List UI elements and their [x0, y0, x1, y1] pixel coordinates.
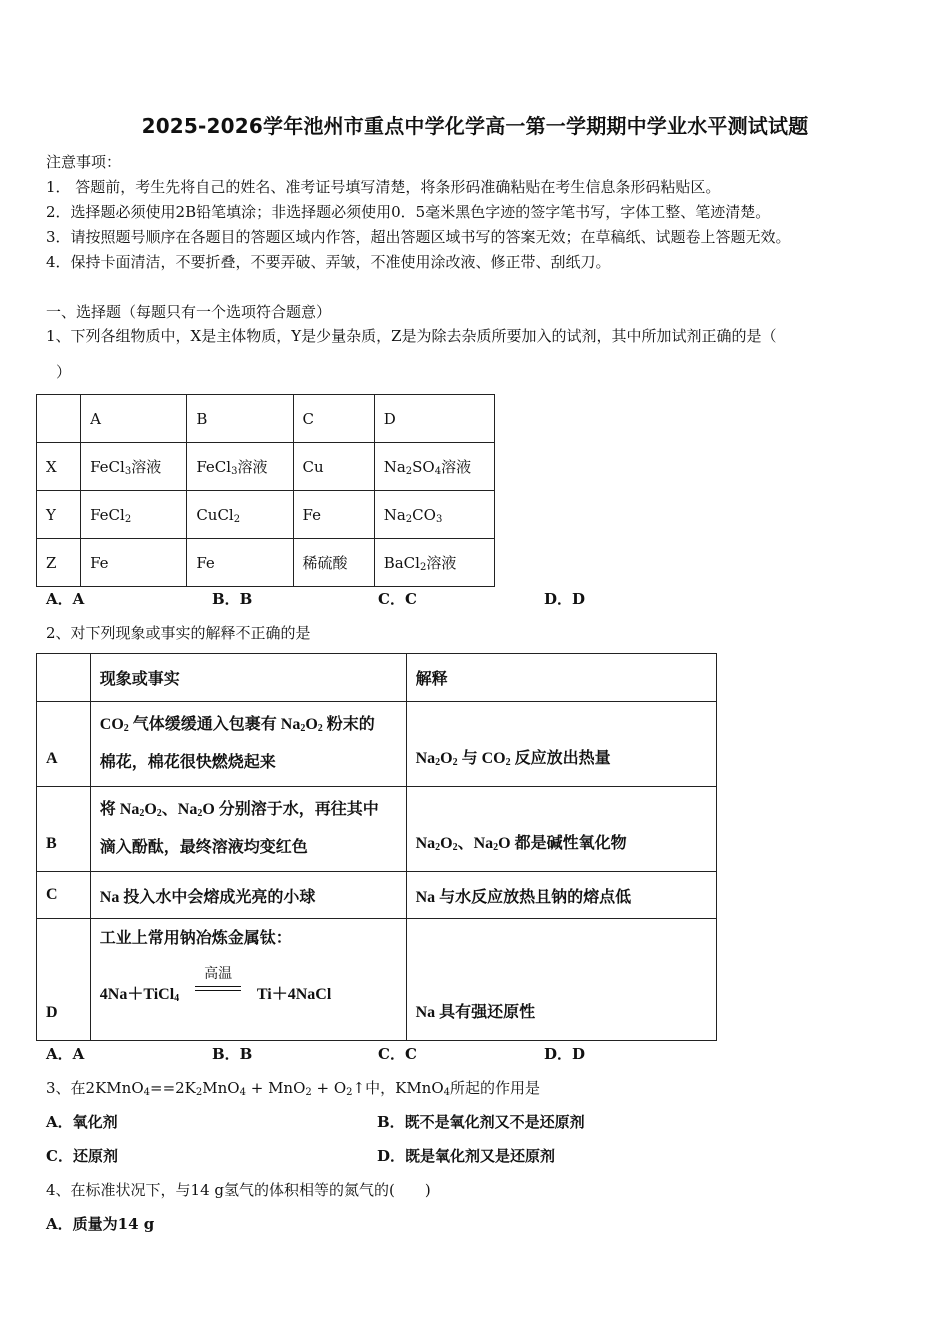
- q1-row-label: Z: [37, 539, 81, 587]
- q2-fact-c: Na 投入水中会熔成光亮的小球: [90, 872, 406, 919]
- q1-cell-ya: FeCl$_2$: [81, 491, 187, 539]
- q1-row-x: [37, 443, 495, 491]
- q2-header-row: [37, 654, 717, 702]
- q2-row-c: [37, 872, 717, 919]
- page-title: 2025-2026学年池州市重点中学化学高一第一学期期中学业水平测试试题: [141, 114, 809, 138]
- q1-cell-yd: $Na_2CO_3$: [374, 491, 494, 539]
- q1-header-c: C: [293, 395, 374, 443]
- q2-stem: 2、对下列现象或事实的解释不正确的是: [46, 624, 311, 642]
- q2-row-label: B: [37, 787, 91, 872]
- q1-header-a: A: [81, 395, 187, 443]
- q2-fact-d: 工业上常用钠冶炼金属钛： 4Na＋TiCl$_4$ 高温 Ti＋4NaCl: [90, 919, 406, 1041]
- q1-cell-yb: CuCl$_2$: [187, 491, 293, 539]
- q1-cell-xc: Cu: [293, 443, 374, 491]
- q1-option-a[interactable]: A．A: [46, 590, 85, 608]
- q2-header-explanation: 解释: [406, 654, 716, 702]
- q2-row-a: [37, 702, 717, 787]
- q2-option-a[interactable]: A．A: [46, 1045, 85, 1063]
- q3-stem: 3、在$2KMnO_4==2K_2MnO_4 + MnO_2$ + $O_2↑$中，KMnO$_4$所起的作用是: [46, 1079, 541, 1098]
- q2-fact-b: 将 $Na_2O_2$、$Na_2O$ 分别溶于水，再往其中 滴入酚酞，最终溶液均变红色: [90, 787, 406, 872]
- q2-exp-b: $Na_2O_2$、$Na_2O$ 都是碱性氧化物: [406, 787, 716, 872]
- q2-fact-a: $CO_2$ 气体缓缓通入包裹有 $Na_2O_2$ 粉末的 棉花，棉花很快燃烧起来: [90, 702, 406, 787]
- q2-header-fact: 现象或事实: [90, 654, 406, 702]
- q2-row-d: [37, 919, 717, 1041]
- q1-header-blank: [37, 395, 81, 443]
- q1-row-z: [37, 539, 495, 587]
- q2-row-label: D: [37, 919, 91, 1041]
- q3-option-d[interactable]: D．既是氧化剂又是还原剂: [377, 1147, 556, 1165]
- q2-row-label: A: [37, 702, 91, 787]
- q1-option-b[interactable]: B．B: [212, 590, 253, 608]
- equation-condition: 高温: [193, 979, 243, 999]
- q2-option-d[interactable]: D．D: [544, 1045, 586, 1063]
- notice-item-1: 1． 答题前，考生先将自己的姓名、准考证号填写清楚，将条形码准确粘贴在考生信息条形码粘贴区。: [46, 178, 721, 196]
- q3-option-a[interactable]: A．氧化剂: [46, 1113, 118, 1131]
- q1-option-c[interactable]: C．C: [378, 590, 417, 608]
- q1-cell-xd: $Na_2SO_4$溶液: [374, 443, 494, 491]
- q2-header-blank: [37, 654, 91, 702]
- q2-row-label: C: [37, 872, 91, 919]
- q1-cell-yc: Fe: [293, 491, 374, 539]
- q4-stem: 4、在标准状况下，与14 g氢气的体积相等的氮气的( ): [46, 1181, 431, 1199]
- q1-row-y: [37, 491, 495, 539]
- q1-header-d: D: [374, 395, 494, 443]
- q1-table: [36, 394, 495, 587]
- q3-option-c[interactable]: C．还原剂: [46, 1147, 118, 1165]
- q2-options: [46, 1044, 710, 1064]
- q1-cell-za: Fe: [81, 539, 187, 587]
- q1-cell-zd: BaCl$_2$溶液: [374, 539, 494, 587]
- q1-header-b: B: [187, 395, 293, 443]
- q2-option-c[interactable]: C．C: [378, 1045, 417, 1063]
- notice-heading: 注意事项：: [46, 153, 122, 171]
- q1-cell-zc: 稀硫酸: [293, 539, 374, 587]
- reaction-equation: 4Na＋TiCl$_4$ 高温 Ti＋4NaCl: [99, 967, 332, 1004]
- notice-item-2: 2．选择题必须使用2B铅笔填涂；非选择题必须使用0．5毫米黑色字迹的签字笔书写，字体工整、笔迹清楚。: [46, 203, 771, 221]
- q3-option-b[interactable]: B．既不是氧化剂又不是还原剂: [377, 1113, 585, 1131]
- q2-option-b[interactable]: B．B: [212, 1045, 253, 1063]
- q1-cell-zb: Fe: [187, 539, 293, 587]
- section-heading: 一、选择题（每题只有一个选项符合题意）: [46, 303, 332, 321]
- q1-stem: 1、下列各组物质中，X是主体物质，Y是少量杂质，Z是为除去杂质所要加入的试剂，其中所加试剂正确的是（: [46, 327, 777, 345]
- q1-row-label: X: [37, 443, 81, 491]
- q2-exp-c: Na 与水反应放热且钠的熔点低: [406, 872, 716, 919]
- notice-item-4: 4．保持卡面清洁，不要折叠，不要弄破、弄皱，不准使用涂改液、修正带、刮纸刀。: [46, 253, 611, 271]
- q1-option-d[interactable]: D．D: [544, 590, 586, 608]
- q2-row-b: [37, 787, 717, 872]
- q4-option-a[interactable]: A．质量为14 g: [46, 1215, 155, 1233]
- q2-table: [36, 653, 717, 1041]
- q1-row-label: Y: [37, 491, 81, 539]
- q1-stem-end: ）: [56, 363, 72, 381]
- notice-item-3: 3．请按照题号顺序在各题目的答题区域内作答，超出答题区域书写的答案无效；在草稿纸、试题卷上答题无效。: [46, 228, 791, 246]
- q1-header-row: [37, 395, 495, 443]
- q2-exp-a: $Na_2O_2$ 与 $CO_2$ 反应放出热量: [406, 702, 716, 787]
- q1-cell-xb: FeCl$_3$溶液: [187, 443, 293, 491]
- q1-options: [46, 589, 710, 609]
- q1-cell-xa: FeCl$_3$溶液: [81, 443, 187, 491]
- q2-exp-d: Na 具有强还原性: [406, 919, 716, 1041]
